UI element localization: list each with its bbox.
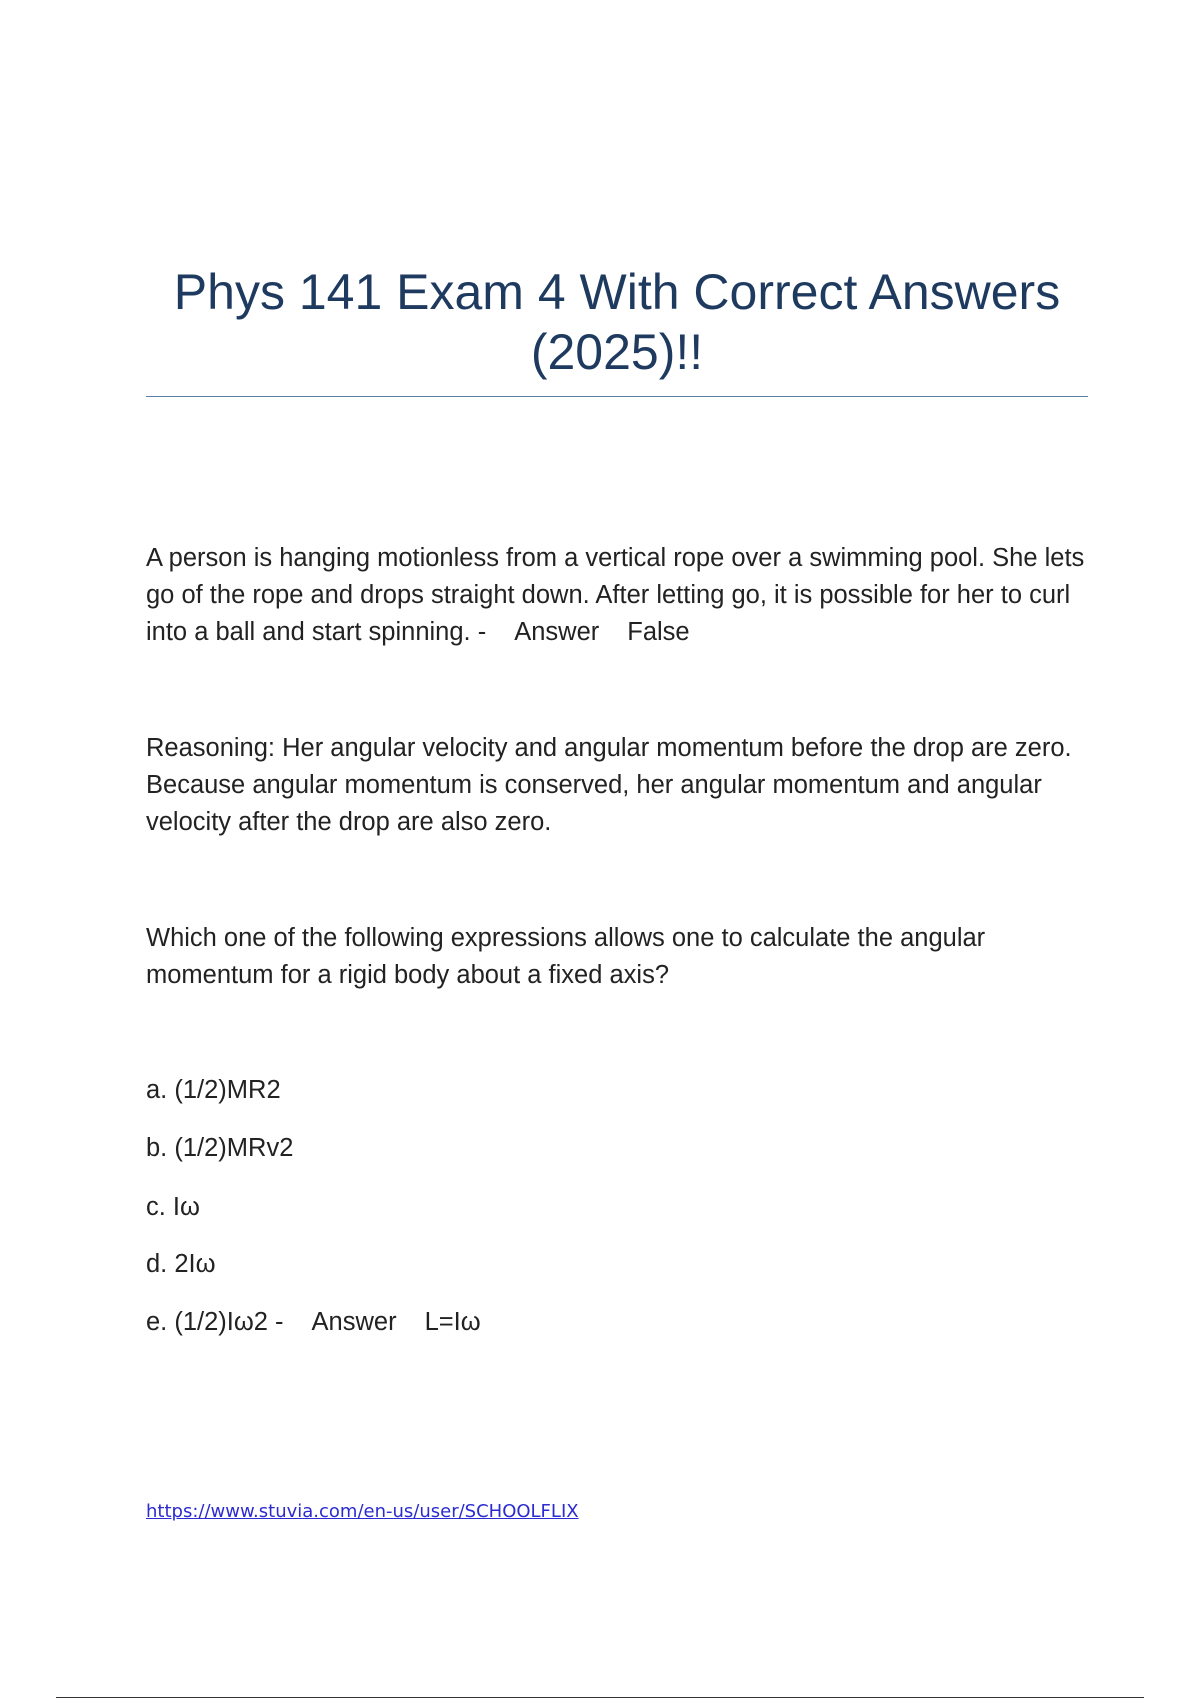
question-2-text: Which one of the following expressions allows one to calculate the angular momentum for a rigid body about a fixed axis? — [146, 924, 986, 989]
option-d: d. 2Iω — [146, 1250, 216, 1278]
question-1-answer-label: Answer — [514, 618, 600, 646]
question-2-answer: L=Iω — [424, 1308, 481, 1336]
question-1 — [146, 540, 1096, 651]
document-title: Phys 141 Exam 4 With Correct Answers (2025)!! — [173, 264, 1061, 380]
option-e — [146, 1304, 481, 1341]
footer-divider — [56, 1697, 1144, 1698]
question-1-answer: False — [627, 618, 690, 646]
question-2-answer-label: Answer — [311, 1308, 397, 1336]
profile-link[interactable]: https://www.stuvia.com/en-us/user/SCHOOLFLIX — [146, 1501, 579, 1522]
option-e-text: e. (1/2)Iω2 - — [146, 1308, 284, 1336]
option-c: c. Iω — [146, 1193, 200, 1221]
question-1-reasoning: Reasoning: Her angular velocity and angular momentum before the drop are zero. Because angular momentum is conserved, her angular momentum and angular velocity after the drop are also zero. — [146, 734, 1072, 836]
option-a: a. (1/2)MR2 — [146, 1076, 281, 1104]
document-title-block — [146, 262, 1088, 382]
title-divider — [146, 396, 1088, 397]
question-1-text: A person is hanging motionless from a vertical rope over a swimming pool. She lets go of the rope and drops straight down. After letting go, it is possible for her to curl into a ball and start spinning. - — [146, 544, 1085, 646]
option-b: b. (1/2)MRv2 — [146, 1134, 294, 1162]
